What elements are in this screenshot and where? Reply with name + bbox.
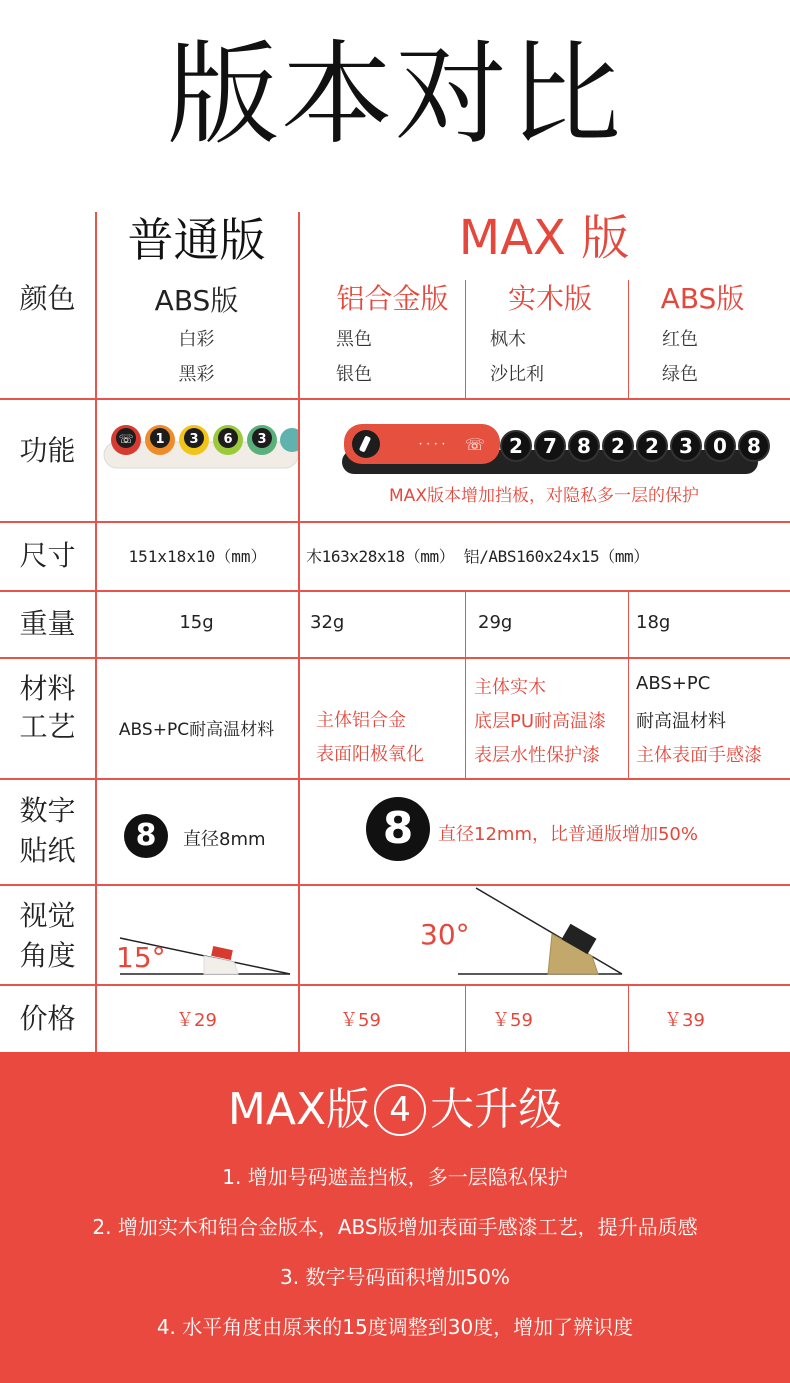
grid-line — [628, 280, 629, 398]
color-standard-name: ABS版 — [154, 284, 239, 317]
grid-line — [0, 657, 790, 659]
price-wood: ￥59 — [492, 1010, 533, 1031]
material-wood-3: 表层水性保护漆 — [474, 745, 600, 766]
grid-line — [0, 398, 790, 400]
sticker-max-text: 直径12mm，比普通版增加50% — [438, 824, 698, 845]
upgrade-title-pre: MAX版 — [227, 1084, 371, 1135]
max-digit: 8 — [568, 430, 600, 462]
color-wood-name: 实木版 — [507, 282, 592, 315]
header-standard: 普通版 — [127, 213, 266, 267]
standard-digit: 3 — [189, 432, 199, 447]
weight-aluminum: 32g — [310, 612, 345, 633]
material-standard: ABS+PC耐高温材料 — [118, 720, 275, 740]
material-abs-3: 主体表面手感漆 — [636, 745, 762, 766]
standard-digit: 6 — [223, 432, 233, 447]
color-aluminum-opt1: 黑色 — [336, 329, 372, 350]
color-aluminum-name: 铝合金版 — [336, 282, 449, 315]
price-abs: ￥39 — [664, 1010, 705, 1031]
size-max: 木163x28x18（mm） 铝/ABS160x24x15（mm） — [306, 547, 649, 566]
standard-product-image — [100, 420, 298, 472]
color-wood-opt1: 枫木 — [490, 329, 526, 350]
material-abs-1: ABS+PC — [636, 673, 711, 694]
grid-line — [465, 280, 466, 398]
color-abs-name: ABS版 — [660, 282, 745, 315]
max-digit: 7 — [534, 430, 566, 462]
page-title: 版本对比 — [167, 30, 623, 160]
max-product-image — [340, 420, 760, 480]
standard-digit: 3 — [257, 432, 267, 447]
max-digit: 0 — [704, 430, 736, 462]
angle-max-diagram — [450, 886, 630, 980]
upgrade-title-post: 大升级 — [430, 1084, 563, 1135]
row-label-sticker-2: 贴纸 — [19, 834, 76, 867]
upgrade-title — [0, 1075, 790, 1145]
angle-max-label: 30° — [420, 918, 470, 951]
color-aluminum-opt2: 银色 — [336, 364, 372, 385]
angle-standard-label: 15° — [116, 941, 166, 974]
sticker-standard-badge: 8 — [124, 814, 168, 858]
grid-line — [0, 984, 790, 986]
max-digit: 2 — [602, 430, 634, 462]
max-digit: 2 — [500, 430, 532, 462]
standard-digit-phone: ☏ — [118, 432, 134, 446]
upgrade-item: 3. 数字号码面积增加50% — [280, 1265, 510, 1289]
upgrade-item: 1. 增加号码遮盖挡板，多一层隐私保护 — [222, 1165, 568, 1189]
material-wood-1: 主体实木 — [474, 677, 546, 698]
material-aluminum-2: 表面阳极氧化 — [316, 744, 424, 765]
color-standard-opt2: 黑彩 — [178, 364, 215, 385]
color-abs-opt1: 红色 — [662, 329, 698, 350]
phone-icon: ☏ — [464, 435, 486, 454]
function-max-note: MAX版本增加挡板，对隐私多一层的保护 — [389, 486, 699, 506]
color-standard-opt1: 白彩 — [178, 329, 215, 350]
material-aluminum-1: 主体铝合金 — [316, 710, 406, 731]
header-max: MAX 版 — [458, 210, 630, 266]
row-label-color: 颜色 — [19, 282, 76, 315]
max-digit: 3 — [670, 430, 702, 462]
grid-line — [0, 521, 790, 523]
max-dots-icon: · · · · — [418, 437, 446, 451]
row-label-angle-1: 视觉 — [19, 899, 76, 932]
grid-line — [0, 778, 790, 780]
grid-line — [628, 590, 629, 778]
row-label-material-2: 工艺 — [19, 710, 76, 743]
price-aluminum: ￥59 — [340, 1010, 381, 1031]
row-label-price: 价格 — [19, 1002, 76, 1035]
row-label-function: 功能 — [19, 434, 76, 467]
grid-line — [0, 884, 790, 886]
max-digit: 2 — [636, 430, 668, 462]
price-standard: ￥29 — [176, 1010, 217, 1031]
material-abs-2: 耐高温材料 — [636, 711, 726, 732]
row-label-material-1: 材料 — [19, 672, 76, 705]
sticker-standard-text: 直径8mm — [183, 829, 266, 850]
size-standard: 151x18x10（mm） — [128, 547, 267, 566]
upgrade-title-number: 4 — [374, 1084, 426, 1136]
max-number-row — [500, 426, 772, 466]
standard-digit: 1 — [155, 432, 165, 447]
sticker-max-badge: 8 — [366, 797, 430, 861]
weight-wood: 29g — [478, 612, 513, 633]
weight-standard: 15g — [179, 612, 214, 633]
upgrade-item: 2. 增加实木和铝合金版本，ABS版增加表面手感漆工艺，提升品质感 — [92, 1215, 698, 1239]
grid-line — [298, 212, 300, 1052]
grid-line — [0, 590, 790, 592]
grid-line — [628, 984, 629, 1052]
color-abs-opt2: 绿色 — [662, 364, 698, 385]
color-wood-opt2: 沙比利 — [490, 364, 544, 385]
upgrade-item: 4. 水平角度由原来的15度调整到30度，增加了辨识度 — [156, 1315, 634, 1339]
max-digit: 8 — [738, 430, 770, 462]
row-label-weight: 重量 — [19, 607, 76, 640]
grid-line — [465, 590, 466, 778]
material-wood-2: 底层PU耐高温漆 — [474, 711, 607, 732]
grid-line — [465, 984, 466, 1052]
weight-abs: 18g — [636, 612, 671, 633]
row-label-sticker-1: 数字 — [19, 794, 76, 827]
row-label-angle-2: 角度 — [19, 939, 76, 972]
row-label-size: 尺寸 — [19, 539, 76, 572]
